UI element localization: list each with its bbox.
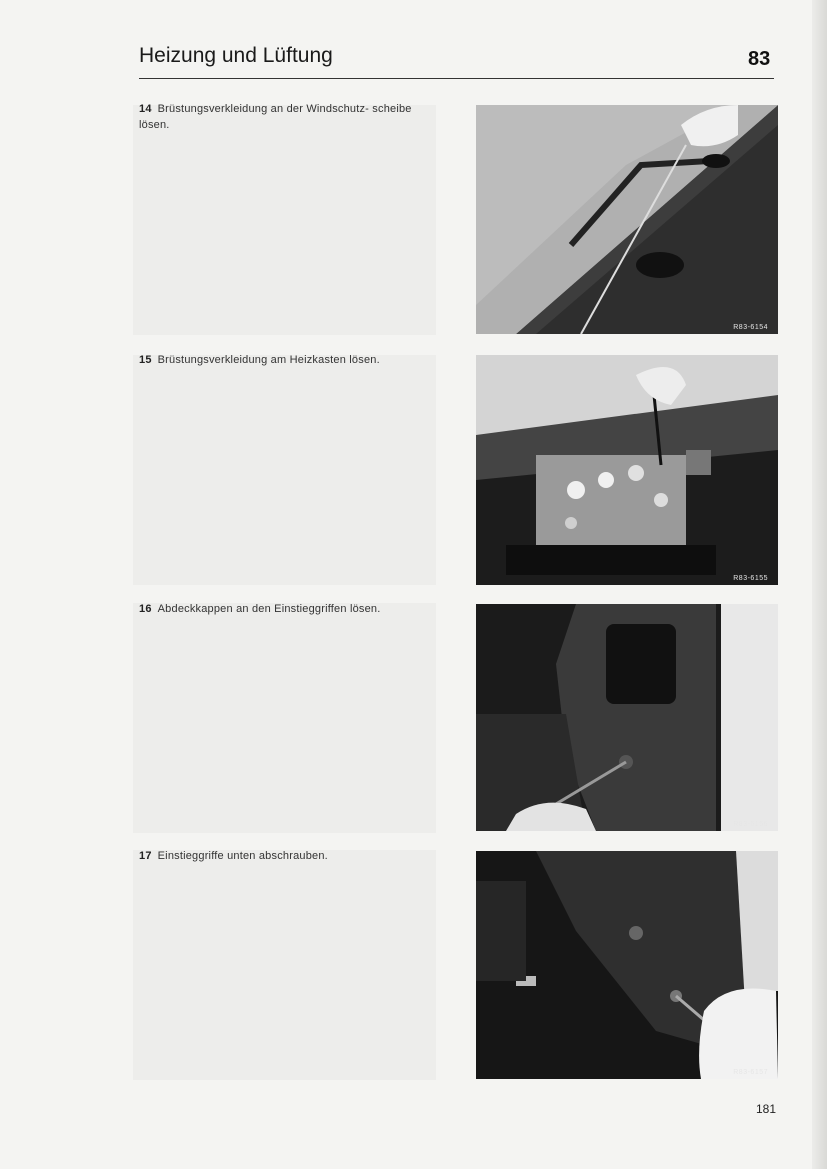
step-text: Brüstungsverkleidung am Heizkasten lösen.: [157, 354, 380, 366]
photo-code: R83-6157: [733, 1069, 768, 1076]
step-number: 17: [139, 850, 152, 862]
photo-code: R83-6154: [733, 324, 768, 331]
step-text: Einstieggriffe unten abschrauben.: [157, 850, 328, 862]
step-number: 16: [139, 603, 152, 615]
photo-step-14: [476, 105, 778, 334]
photo-step-16: [476, 604, 778, 831]
step-14: [139, 101, 439, 133]
step-16: [139, 601, 439, 617]
header-rule: [139, 78, 774, 79]
step-number: 15: [139, 354, 152, 366]
photo-code: R83-6155: [733, 575, 768, 582]
bleed-through-area: [133, 603, 436, 833]
bleed-through-area: [133, 850, 436, 1080]
photo-step-15: [476, 355, 778, 585]
step-number: 14: [139, 103, 152, 115]
photo-step-17: [476, 851, 778, 1079]
step-15: [139, 352, 439, 368]
page-number: 181: [756, 1102, 777, 1116]
page-edge-shadow: [812, 0, 827, 1169]
chapter-number: 83: [748, 48, 771, 70]
photo-code: R83-6156: [733, 821, 768, 828]
page-title: Heizung und Lüftung: [139, 44, 333, 67]
step-text: Brüstungsverkleidung an der Windschutz- scheibe lösen.: [139, 103, 412, 131]
step-17: [139, 848, 439, 864]
bleed-through-area: [133, 105, 436, 335]
step-text: Abdeckkappen an den Einstieggriffen lösen.: [157, 603, 381, 615]
bleed-through-area: [133, 355, 436, 585]
